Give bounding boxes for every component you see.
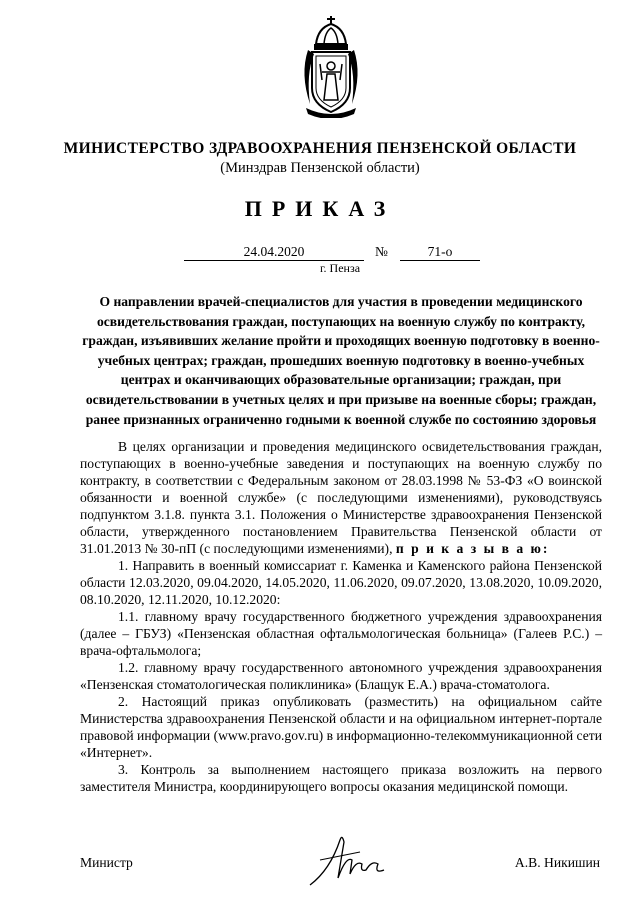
order-body <box>80 438 602 795</box>
preamble-text: В целях организации и проведения медицинского освидетельствования граждан, поступающих в военно-учебные заведения и поступающих на военную службу по контракту, в соответствии с Федеральным законом от 28.03.1998 № 53-ФЗ «О воинской обязанности и военной службе» (с последующими изменениями), руководствуясь подпунктом 3.1.8. пункта 3.1. Положения о Министерстве здравоохранения Пензенской области, утвержденного постановлением Правительства Пензенской области от 31.01.2013 № 30-пП (с последующими изменениями), <box>80 439 602 556</box>
item-1: 1. Направить в военный комиссариат г. Каменка и Каменского района Пензенской области 12.03.2020, 09.04.2020, 14.05.2020, 11.06.2020, 09.07.2020, 13.08.2020, 10.09.2020, 08.10.2020, 12.11.2020, 10.12.2020: <box>80 558 602 607</box>
document-type-title: ПРИКАЗ <box>244 196 396 221</box>
signatory-role: Министр <box>80 855 133 870</box>
item-2: 2. Настоящий приказ опубликовать (разместить) на официальном сайте Министерства здравоохранения Пензенской области и на официальном интернет-портале правовой информации (www.pravo.gov.ru) в информационно-телекоммуникационной сети «Интернет». <box>80 694 602 760</box>
item-3: 3. Контроль за выполнением настоящего приказа возложить на первого заместителя Министра, координирующего вопросы оказания медицинской помощи. <box>80 762 602 794</box>
order-subject: О направлении врачей-специалистов для участия в проведении медицинского освидетельствования граждан, поступающих на военную службу по контракту, граждан, изъявивших желание пройти и проходящих военную подготовку в военно-учебных центрах; граждан, прошедших военную подготовку в военно-учебных центрах и оканчивающих образовательные организации; граждан, при освидетельствовании в учетных целях и при призыве на военные сборы; граждан, ранее признанных ограниченно годными к военной службе по состоянию здоровья <box>82 294 600 427</box>
item-1-1: 1.1. главному врачу государственного бюджетного учреждения здравоохранения (далее – ГБУЗ) «Пензенская областная офтальмологическая больница» (Галеев Р.С.) – врача-офтальмолога; <box>80 609 602 658</box>
ministry-name: МИНИСТЕРСТВО ЗДРАВООХРАНЕНИЯ ПЕНЗЕНСКОЙ ОБЛАСТИ <box>63 140 577 157</box>
order-number: 71-о <box>400 244 480 261</box>
coat-of-arms-emblem <box>298 14 364 118</box>
order-word: п р и к а з ы в а ю: <box>395 541 550 556</box>
handwritten-signature <box>300 830 390 890</box>
order-date: 24.04.2020 <box>184 244 364 261</box>
city-label: г. Пенза <box>319 261 361 275</box>
number-sign: № <box>375 244 388 259</box>
item-1-2: 1.2. главному врачу государственного автономного учреждения здравоохранения «Пензенская стоматологическая поликлиника» (Блащук Е.А.) врача-стоматолога. <box>80 660 602 692</box>
signatory-name: А.В. Никишин <box>514 855 600 870</box>
preamble-paragraph <box>80 438 602 557</box>
ministry-short-name: (Минздрав Пензенской области) <box>220 160 420 176</box>
